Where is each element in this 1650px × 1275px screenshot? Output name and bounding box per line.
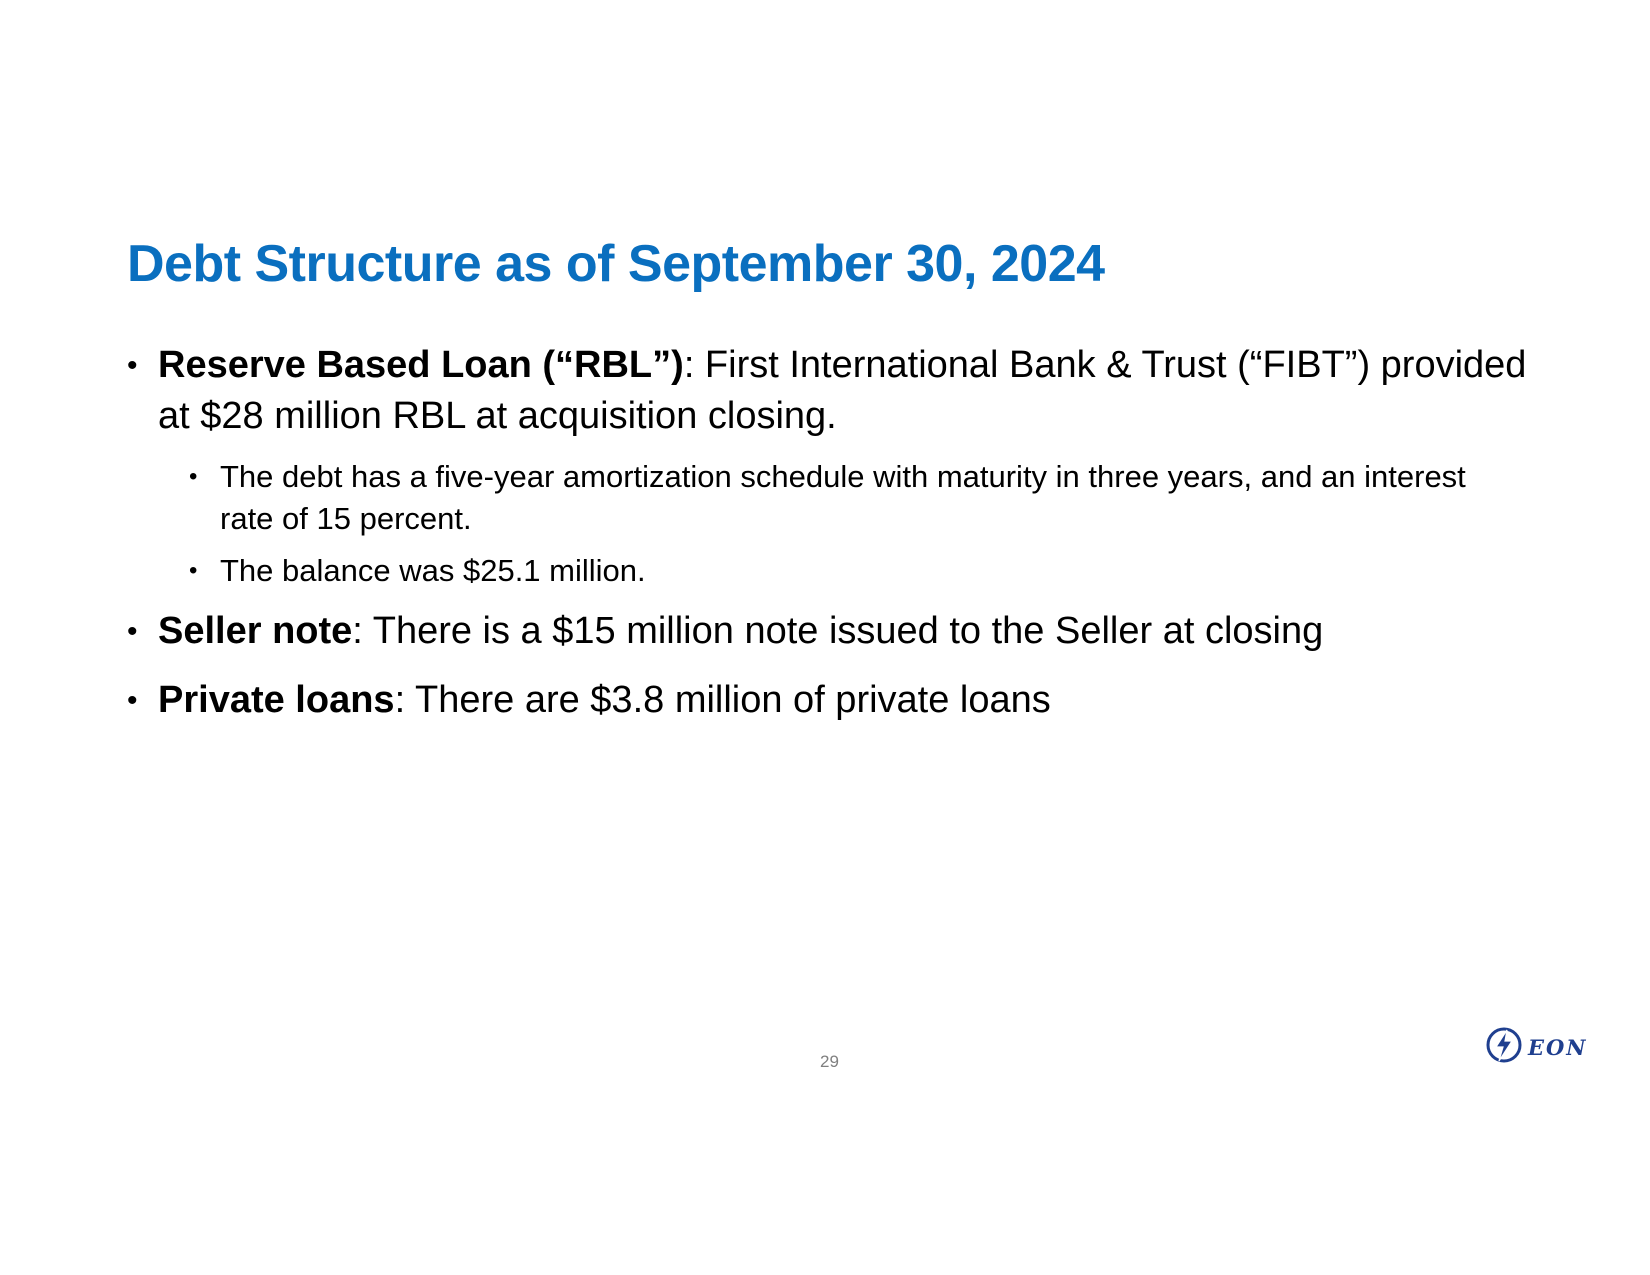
sub-bullet-dot-icon: • xyxy=(189,557,198,584)
bullet-seller-note xyxy=(127,606,1527,657)
bullet-seller-text: : There is a $15 million note issued to the Seller at closing xyxy=(352,610,1324,652)
bullet-seller-label: Seller note xyxy=(158,610,353,652)
company-logo xyxy=(1484,1025,1588,1070)
sub-bullet-balance-text: The balance was $25.1 million. xyxy=(220,553,646,588)
bullet-dot-icon: • xyxy=(127,349,138,382)
bullet-private-text: : There are $3.8 million of private loans xyxy=(394,679,1051,721)
bullet-dot-icon: • xyxy=(127,615,138,648)
bullet-list xyxy=(127,340,1527,726)
lightning-bolt-icon xyxy=(1484,1025,1524,1070)
page-number: 29 xyxy=(820,1052,839,1071)
slide-title: Debt Structure as of September 30, 2024 xyxy=(127,235,1105,293)
sub-bullet-amortization-text: The debt has a five-year amortization schedule with maturity in three years, and an interest rate of 15 percent. xyxy=(220,459,1466,536)
logo-text: EON xyxy=(1528,1035,1588,1060)
sub-bullet-amortization xyxy=(127,456,1527,540)
sub-bullet-balance xyxy=(127,550,1527,592)
bullet-rbl-text: : First International Bank & Trust (“FIBT”) provided at $28 million RBL at acquisition closing. xyxy=(158,344,1527,437)
bullet-dot-icon: • xyxy=(127,684,138,717)
bullet-private-label: Private loans xyxy=(158,679,395,721)
bullet-rbl-label: Reserve Based Loan (“RBL”) xyxy=(158,344,684,386)
sub-bullet-dot-icon: • xyxy=(189,463,198,490)
bullet-rbl xyxy=(127,340,1527,442)
bullet-private-loans xyxy=(127,675,1527,726)
